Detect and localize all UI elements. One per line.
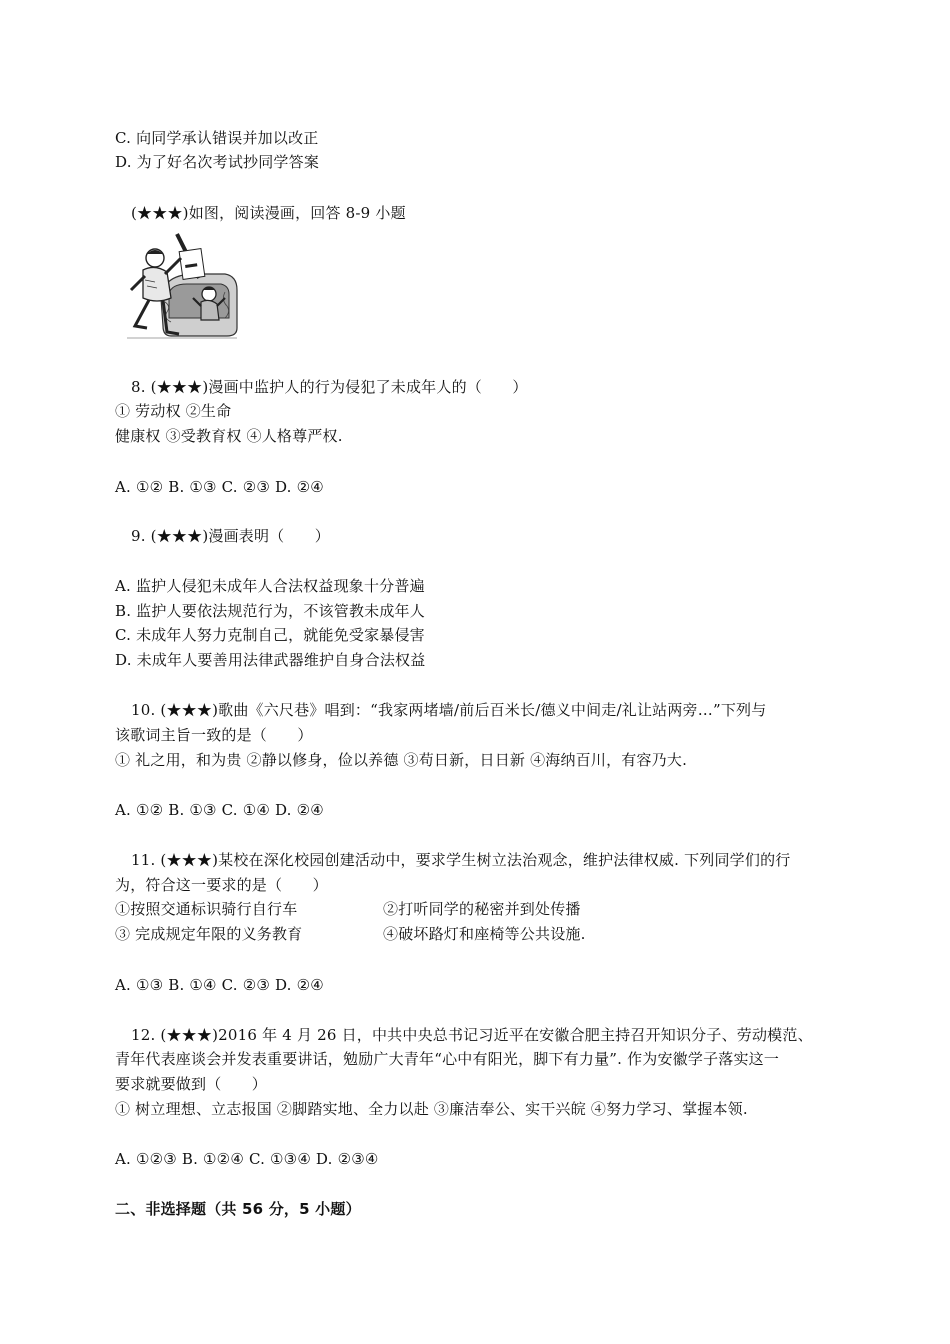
q11-stem-1: 11. (★★★)某校在深化校园创建活动中，要求学生树立法治观念，维护法律权威. 下列同学们的行 (131, 851, 791, 869)
q12-stem-1: 12. (★★★)2016 年 4 月 26 日，中共中央总书记习近平在安徽合肥主持召开知识分子、劳动模范、 (131, 1026, 813, 1044)
q10-items: ① 礼之用，和为贵 ②静以修身，俭以养德 ③苟日新，日日新 ④海纳百川，有容乃大. (115, 751, 688, 769)
q12-answers: A. ①②③ B. ①②④ C. ①③④ D. ②③④ (115, 1150, 379, 1168)
q8-line2: 健康权 ③受教育权 ④人格尊严权. (115, 427, 343, 445)
q11-stem-2: 为，符合这一要求的是（ ） (115, 876, 328, 894)
q8-stem: 8. (★★★)漫画中监护人的行为侵犯了未成年人的（ ） (131, 378, 528, 396)
option-c: C. 向同学承认错误并加以改正 (115, 129, 319, 147)
q9-option-a: A. 监护人侵犯未成年人合法权益现象十分普遍 (115, 577, 425, 595)
cartoon-intro: (★★★)如图，阅读漫画，回答 8-9 小题 (131, 204, 406, 222)
q9-option-c: C. 未成年人努力克制自己，就能免受家暴侵害 (115, 626, 425, 644)
q11-item-3: ③ 完成规定年限的义务教育 (115, 925, 303, 943)
cartoon-guardian-beating-child-icon (121, 228, 241, 344)
q12-stem-2: 青年代表座谈会并发表重要讲话，勉励广大青年“心中有阳光，脚下有力量”. 作为安徽学子落实这一 (115, 1050, 780, 1068)
q12-stem-3: 要求就要做到（ ） (115, 1075, 268, 1093)
q12-items: ① 树立理想、立志报国 ②脚踏实地、全力以赴 ③廉洁奉公、实干兴皖 ④努力学习、掌握本领. (115, 1100, 748, 1118)
q10-stem-2: 该歌词主旨一致的是（ ） (115, 726, 313, 744)
q8-answers: A. ①② B. ①③ C. ②③ D. ②④ (115, 478, 324, 496)
q9-option-d: D. 未成年人要善用法律武器维护自身合法权益 (115, 651, 426, 669)
q10-stem-1: 10. (★★★)歌曲《六尺巷》唱到：“我家两堵墙/前后百米长/德义中间走/礼让站两旁…”下列与 (131, 701, 767, 719)
option-d: D. 为了好名次考试抄同学答案 (115, 153, 320, 171)
q11-answers: A. ①③ B. ①④ C. ②③ D. ②④ (115, 976, 324, 994)
q10-answers: A. ①② B. ①③ C. ①④ D. ②④ (115, 801, 324, 819)
q8-line1: ① 劳动权 ②生命 (115, 402, 232, 420)
q9-stem: 9. (★★★)漫画表明（ ） (131, 527, 330, 545)
q9-option-b: B. 监护人要依法规范行为，不该管教未成年人 (115, 602, 425, 620)
q11-item-4: ④破坏路灯和座椅等公共设施. (383, 925, 586, 943)
section-heading: 二、非选择题（共 56 分，5 小题） (115, 1200, 361, 1218)
q11-item-2: ②打听同学的秘密并到处传播 (383, 900, 581, 918)
q11-item-1: ①按照交通标识骑行自行车 (115, 900, 298, 918)
